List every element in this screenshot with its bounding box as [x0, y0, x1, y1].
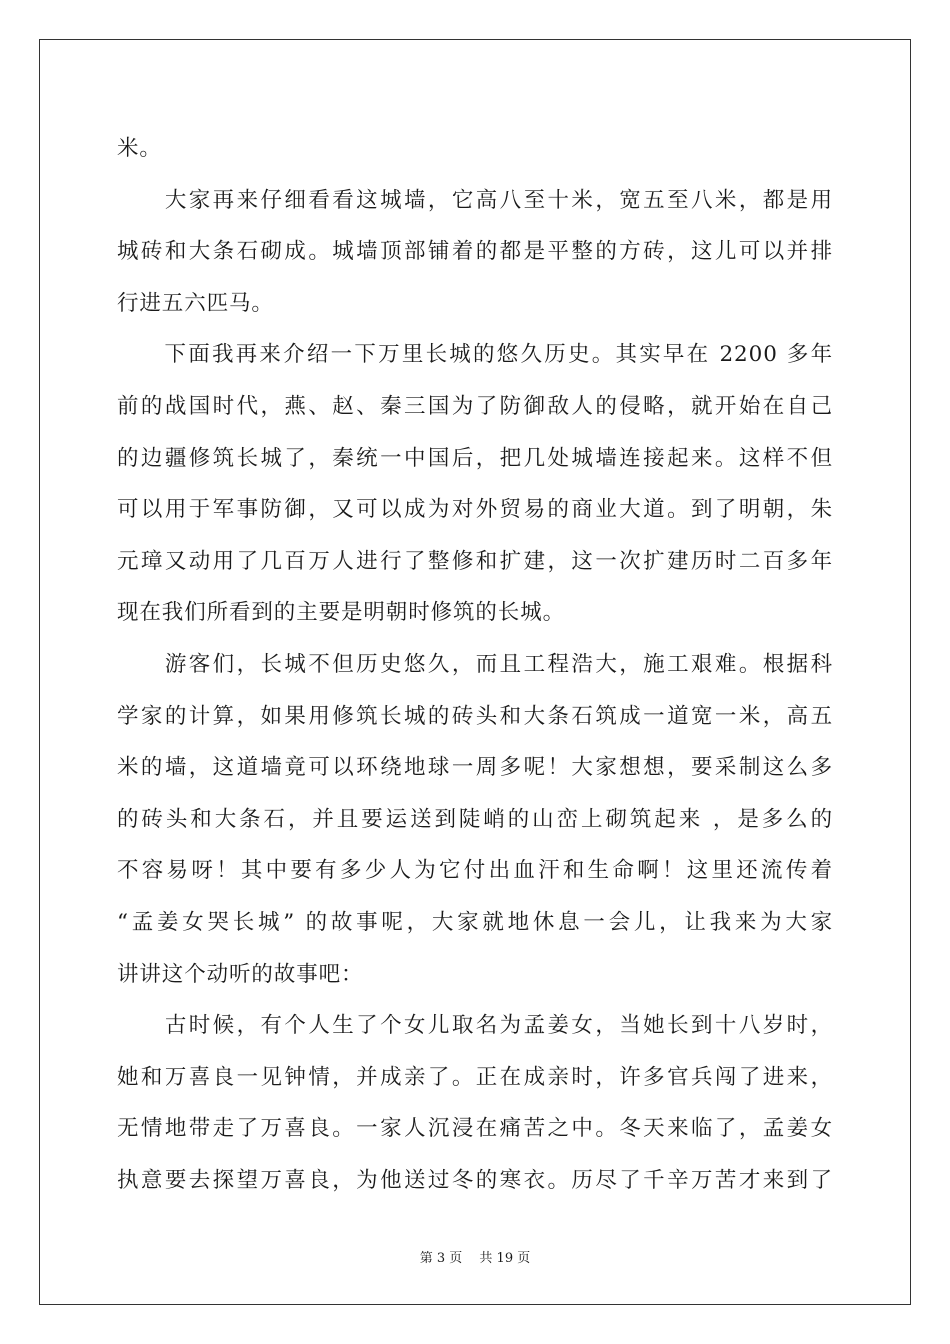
text-line: 城砖和大条石砌成。城墙顶部铺着的都是平整的方砖，这儿可以并排: [117, 239, 833, 265]
page-number-footer: 第 3 页 共 19 页: [419, 1251, 531, 1266]
text-line: 古时候，有个人生了个女儿取名为孟姜女，当她长到十八岁时，: [117, 1013, 833, 1039]
text-line: 大家再来仔细看看这城墙，它高八至十米，宽五至八米，都是用: [117, 187, 833, 213]
text-line: 学家的计算，如果用修筑长城的砖头和大条石筑成一道宽一米，高五: [117, 703, 833, 729]
document-body: [117, 130, 833, 1213]
text-line: 她和万喜良一见钟情，并成亲了。正在成亲时，许多官兵闯了进来，: [117, 1064, 833, 1090]
text-line: 的砖头和大条石，并且要运送到陡峭的山峦上砌筑起来 ，是多么的: [117, 806, 833, 832]
text-line: 米的墙，这道墙竟可以环绕地球一周多呢！大家想想，要采制这么多: [117, 755, 833, 781]
text-line: 米。: [117, 136, 162, 161]
text-line: 可以用于军事防御，又可以成为对外贸易的商业大道。到了明朝，朱: [117, 497, 833, 523]
text-line: “孟姜女哭长城” 的故事呢，大家就地休息一会儿，让我来为大家: [117, 909, 833, 935]
text-line: 下面我再来介绍一下万里长城的悠久历史。其实早在 2200 多年: [117, 342, 833, 368]
text-line: 讲讲这个动听的故事吧：: [117, 961, 364, 987]
text-line: 前的战国时代，燕、赵、秦三国为了防御敌人的侵略，就开始在自己: [117, 393, 833, 419]
text-line: 不容易呀！其中要有多少人为它付出血汗和生命啊！这里还流传着: [117, 858, 833, 884]
text-line: 现在我们所看到的主要是明朝时修筑的长城。: [117, 600, 566, 626]
text-line: 无情地带走了万喜良。一家人沉浸在痛苦之中。冬天来临了，孟姜女: [117, 1116, 833, 1142]
text-line: 行进五六匹马。: [117, 290, 274, 316]
text-line: 游客们，长城不但历史悠久，而且工程浩大，施工艰难。根据科: [117, 651, 833, 677]
text-line: 执意要去探望万喜良，为他送过冬的寒衣。历尽了千辛万苦才来到了: [117, 1167, 833, 1193]
text-line: 元璋又动用了几百万人进行了整修和扩建，这一次扩建历时二百多年: [117, 548, 833, 574]
text-line: 的边疆修筑长城了，秦统一中国后，把几处城墙连接起来。这样不但: [117, 445, 833, 471]
